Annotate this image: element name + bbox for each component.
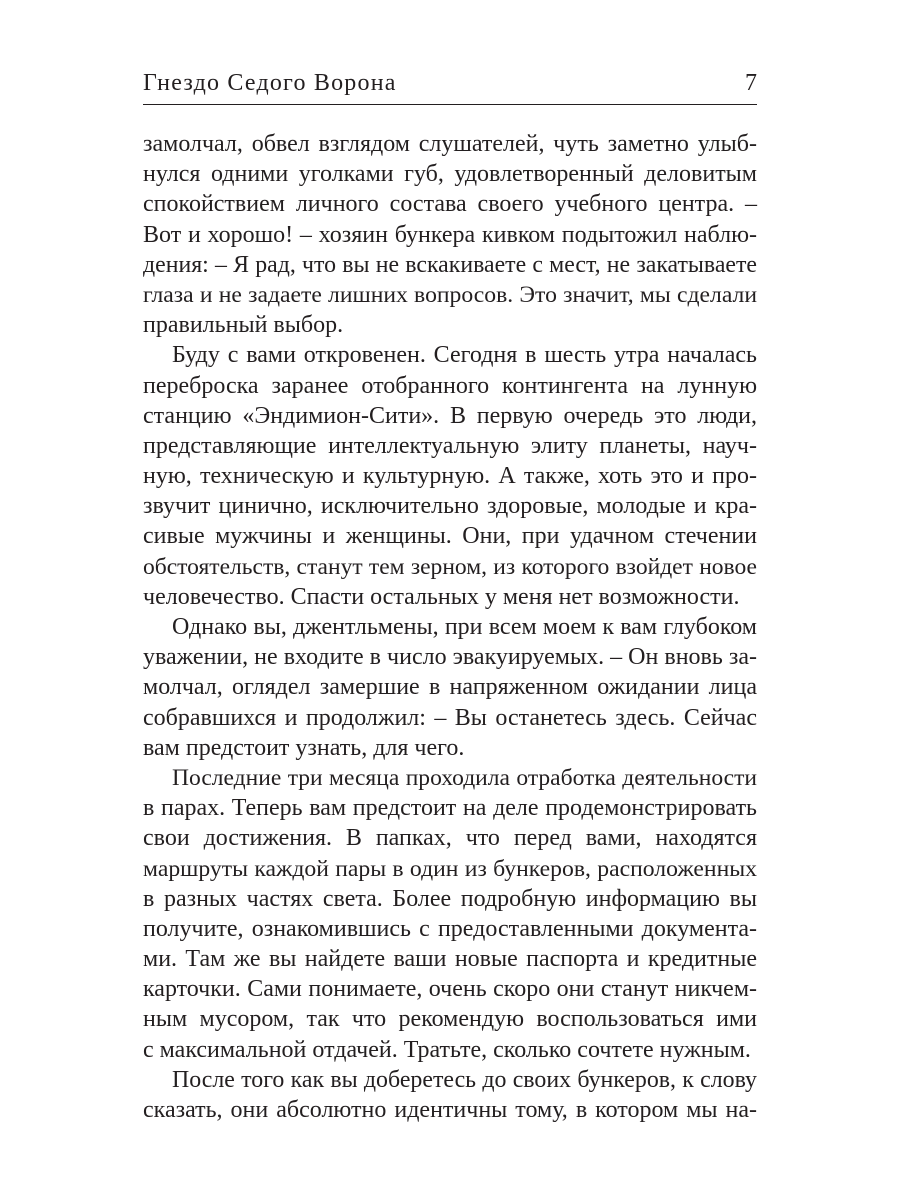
paragraph [143,1065,757,1125]
text-line: ми. Там же вы найдете ваши новые паспорта и кредитные [143,946,757,973]
text-line: станцию «Эндимион-Сити». В первую очередь это люди, [143,402,757,429]
paragraph [143,340,757,612]
paragraph [143,612,757,763]
text-line: замолчал, обвел взглядом слушателей, чуть заметно улыб- [143,131,757,157]
text-line: обстоятельств, станут тем зерном, из которого взойдет новое [143,553,757,580]
text-line: Последние три месяца проходила отработка деятельности [172,764,757,791]
text-line: Однако вы, джентльмены, при всем моем к вам глубоком [172,614,757,640]
text-line: в разных частях света. Более подробную информацию вы [143,885,757,912]
page-header [143,64,757,105]
text-line: свои достижения. В папках, что перед вами, находятся [143,825,757,852]
text-line: вам предстоит узнать, для чего. [143,734,465,761]
text-line: представляющие интеллектуальную элиту планеты, науч- [143,432,757,459]
text-line: карточки. Сами понимаете, очень скоро они станут никчем- [143,976,757,1003]
text-line: спокойствием личного состава своего учебного центра. – [143,191,757,218]
text-line: ным мусором, так что рекомендую воспользоваться ими [143,1006,757,1033]
text-line: молчал, оглядел замершие в напряженном ожидании лица [143,674,757,701]
text-line: маршруты каждой пары в один из бункеров, расположенных [143,855,757,882]
text-line: с максимальной отдачей. Тратьте, сколько сочтете нужным. [143,1036,751,1063]
text-line: собравшихся и продолжил: – Вы останетесь здесь. Сейчас [143,704,757,731]
text-line: переброска заранее отобранного контингента на лунную [143,372,757,399]
text-line: сказать, они абсолютно идентичны тому, в котором мы на- [143,1097,757,1123]
text-line: звучит цинично, исключительно здоровые, молодые и кра- [143,493,757,520]
text-line: Вот и хорошо! – хозяин бункера кивком подытожил наблю- [143,221,757,248]
page-number: 7 [745,70,757,96]
paragraph [143,129,757,340]
text-line: правильный выбор. [143,312,344,339]
text-line: глаза и не задаете лишних вопросов. Это значит, мы сделали [143,281,757,308]
text-line: дения: – Я рад, что вы не вскакиваете с мест, не закатываете [143,251,757,278]
body-text [143,129,757,1125]
text-line: сивые мужчины и женщины. Они, при удачном стечении [143,523,757,550]
text-line: После того как вы доберетесь до своих бункеров, к слову [172,1066,757,1093]
text-line: получите, ознакомившись с предоставленными документа- [143,915,757,942]
text-line: человечество. Спасти остальных у меня нет возможности. [143,583,740,610]
text-line: Буду с вами откровенен. Сегодня в шесть утра началась [172,342,757,369]
text-line: уважении, не входите в число эвакуируемых. – Он вновь за- [143,644,757,671]
text-line: нулся одними уголками губ, удовлетворенный деловитым [143,161,757,188]
running-title: Гнездо Седого Ворона [143,70,397,96]
paragraph [143,763,757,1065]
text-line: в парах. Теперь вам предстоит на деле продемонстрировать [143,795,757,822]
text-line: ную, техническую и культурную. А также, хоть это и про- [143,463,757,490]
